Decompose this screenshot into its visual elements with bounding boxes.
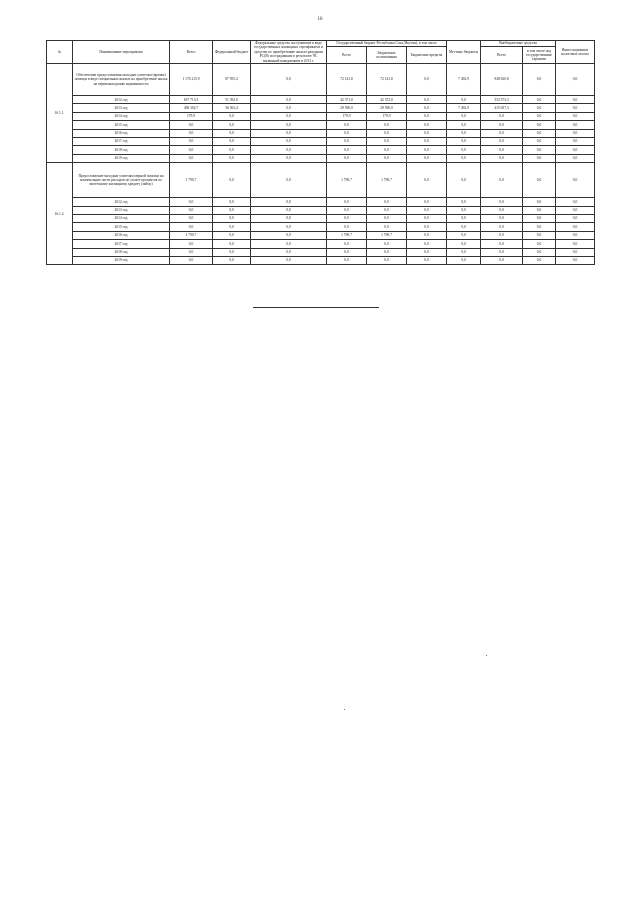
year-value-cell: 0,0 [447, 137, 481, 145]
year-row [47, 112, 595, 120]
year-value-cell: 0,0 [213, 248, 251, 256]
year-value-cell: 0,0 [251, 240, 327, 248]
year-value-cell: 0,0 [213, 129, 251, 137]
year-value-cell: 0,0 [251, 206, 327, 214]
section-value-cell: 948 630,8 [481, 64, 523, 96]
year-value-cell: 0,0 [407, 96, 447, 104]
section-name: Обеспечение предоставления молодым учителям (врачам) помощи в виде специальных выплат на приобретение жилья на первичном рынке недвижимости [73, 64, 170, 96]
year-value-cell: 0,0 [556, 248, 595, 256]
year-value-cell: 0,0 [556, 154, 595, 162]
year-value-cell: 0,0 [523, 256, 556, 264]
section-value-cell: 0,0 [481, 163, 523, 198]
year-value-cell: 0,0 [327, 223, 367, 231]
header-extra-guarantee: в том числе под государственные гарантии [523, 47, 556, 64]
year-value-cell: 0,0 [556, 256, 595, 264]
year-value-cell: 0,0 [447, 231, 481, 239]
year-row [47, 121, 595, 129]
year-value-cell: 0,0 [481, 121, 523, 129]
header-extrabudget: Внебюджетные средства [481, 41, 556, 47]
year-value-cell: 0,0 [367, 223, 407, 231]
footer-divider [253, 307, 379, 308]
year-value-cell: 0,0 [327, 146, 367, 154]
section-number: 16.1.1. [47, 64, 73, 163]
year-value-cell: 0,0 [407, 137, 447, 145]
header-federal: Федеральный бюджет [213, 41, 251, 64]
section-value-cell: 0,0 [251, 163, 327, 198]
year-label: 2014 год [73, 112, 170, 120]
year-value-cell: 0,0 [367, 214, 407, 222]
year-value-cell: 0,0 [251, 223, 327, 231]
year-value-cell: 0,0 [213, 206, 251, 214]
year-label: 2018 год [73, 248, 170, 256]
year-value-cell: 0,0 [251, 104, 327, 112]
year-label: 2019 год [73, 256, 170, 264]
year-value-cell: 0,0 [213, 240, 251, 248]
year-row [47, 154, 595, 162]
year-value-cell: 0,0 [481, 154, 523, 162]
year-row [47, 248, 595, 256]
year-value-cell: 0,0 [407, 112, 447, 120]
header-invest: Инвестиционные налоговые льготы [556, 41, 595, 64]
year-value-cell: 0,0 [407, 104, 447, 112]
header-republic-capital: Бюджетные ассигнования [367, 47, 407, 64]
year-value-cell: 0,0 [523, 214, 556, 222]
year-row [47, 214, 595, 222]
section-number: 16.1.2. [47, 163, 73, 265]
page-number: 16 [317, 17, 323, 22]
year-value-cell: 0,0 [407, 256, 447, 264]
year-value-cell: 0,0 [447, 248, 481, 256]
year-value-cell: 0,0 [327, 214, 367, 222]
section-value-cell: 1 790,7 [367, 163, 407, 198]
year-row [47, 137, 595, 145]
year-value-cell: 0,0 [327, 256, 367, 264]
section-value-cell: 0,0 [213, 163, 251, 198]
year-value-cell: 0,0 [213, 256, 251, 264]
section-value-cell: 0,0 [556, 163, 595, 198]
year-label: 2019 год [73, 154, 170, 162]
year-value-cell: 29 590,0 [327, 104, 367, 112]
year-value-cell: 0,0 [367, 146, 407, 154]
year-label: 2017 год [73, 137, 170, 145]
year-value-cell: 0,0 [213, 198, 251, 206]
year-value-cell: 0,0 [556, 198, 595, 206]
year-value-cell: 0,0 [407, 240, 447, 248]
year-value-cell: 0,0 [213, 231, 251, 239]
section-value-cell: 0,0 [407, 64, 447, 96]
year-value-cell: 0,0 [481, 214, 523, 222]
year-value-cell: 0,0 [523, 121, 556, 129]
year-value-cell: 0,0 [251, 231, 327, 239]
year-value-cell: 637 713,3 [170, 96, 213, 104]
year-label: 2015 год [73, 223, 170, 231]
year-label: 2014 год [73, 214, 170, 222]
year-value-cell: 0,0 [251, 146, 327, 154]
year-value-cell: 179,9 [367, 112, 407, 120]
year-value-cell: 0,0 [407, 198, 447, 206]
header-local: Местные бюджеты [447, 41, 481, 64]
year-label: 2016 год [73, 129, 170, 137]
scan-speck [486, 655, 487, 656]
year-value-cell: 0,0 [523, 206, 556, 214]
year-value-cell: 0,0 [407, 154, 447, 162]
year-value-cell: 1 790,7 [367, 231, 407, 239]
year-value-cell: 0,0 [481, 137, 523, 145]
year-value-cell: 0,0 [481, 240, 523, 248]
year-value-cell: 0,0 [447, 198, 481, 206]
header-extra-total: Всего [481, 47, 523, 64]
year-value-cell: 0,0 [447, 146, 481, 154]
year-value-cell: 0,0 [447, 240, 481, 248]
section-value-cell: 1 790,7 [327, 163, 367, 198]
year-value-cell: 0,0 [367, 256, 407, 264]
year-value-cell: 0,0 [481, 129, 523, 137]
year-value-cell: 533 573,3 [481, 96, 523, 104]
year-value-cell: 0,0 [213, 154, 251, 162]
year-value-cell: 1 790,7 [170, 231, 213, 239]
year-value-cell: 0,0 [523, 112, 556, 120]
header-no: № [47, 41, 73, 64]
year-value-cell: 0,0 [523, 154, 556, 162]
year-value-cell: 0,0 [251, 248, 327, 256]
year-value-cell: 0,0 [447, 154, 481, 162]
year-value-cell: 0,0 [327, 206, 367, 214]
year-value-cell: 0,0 [327, 137, 367, 145]
year-value-cell: 7 492,9 [447, 104, 481, 112]
table-body [47, 64, 595, 265]
year-value-cell: 0,0 [556, 214, 595, 222]
year-value-cell: 0,0 [170, 137, 213, 145]
year-value-cell: 0,0 [367, 248, 407, 256]
section-value-cell: 72 141,8 [367, 64, 407, 96]
year-value-cell: 0,0 [170, 129, 213, 137]
year-row [47, 206, 595, 214]
section-value-cell: 72 141,8 [327, 64, 367, 96]
year-label: 2018 год [73, 146, 170, 154]
section-row [47, 64, 595, 96]
section-value-cell: 87 955,4 [213, 64, 251, 96]
year-label: 2013 год [73, 206, 170, 214]
year-value-cell: 458 302,7 [170, 104, 213, 112]
year-value-cell: 42 372,0 [367, 96, 407, 104]
year-value-cell: 0,0 [447, 112, 481, 120]
year-value-cell: 0,0 [251, 198, 327, 206]
year-value-cell: 1 790,7 [327, 231, 367, 239]
year-value-cell: 0,0 [407, 214, 447, 222]
year-value-cell: 0,0 [170, 154, 213, 162]
year-value-cell: 0,0 [523, 248, 556, 256]
year-label: 2012 год [73, 198, 170, 206]
year-value-cell: 0,0 [556, 129, 595, 137]
year-value-cell: 0,0 [170, 206, 213, 214]
year-value-cell: 0,0 [407, 206, 447, 214]
year-value-cell: 51 392,0 [213, 96, 251, 104]
year-value-cell: 0,0 [447, 214, 481, 222]
section-value-cell: 0,0 [447, 163, 481, 198]
year-value-cell: 0,0 [556, 223, 595, 231]
year-value-cell: 0,0 [213, 121, 251, 129]
year-row [47, 198, 595, 206]
year-value-cell: 0,0 [170, 240, 213, 248]
section-row [47, 163, 595, 198]
year-value-cell: 0,0 [367, 129, 407, 137]
year-value-cell: 0,0 [251, 96, 327, 104]
year-value-cell: 0,0 [447, 96, 481, 104]
year-value-cell: 0,0 [556, 121, 595, 129]
year-value-cell: 0,0 [481, 198, 523, 206]
year-value-cell: 0,0 [447, 121, 481, 129]
year-value-cell: 0,0 [327, 154, 367, 162]
year-row [47, 96, 595, 104]
year-value-cell: 36 563,4 [213, 104, 251, 112]
header-republic-credit: Бюджетные кредиты [407, 47, 447, 64]
year-value-cell: 0,0 [251, 256, 327, 264]
year-value-cell: 0,0 [523, 137, 556, 145]
year-value-cell: 0,0 [170, 121, 213, 129]
year-value-cell: 0,0 [407, 146, 447, 154]
year-value-cell: 0,0 [447, 129, 481, 137]
year-value-cell: 0,0 [251, 137, 327, 145]
year-value-cell: 0,0 [407, 121, 447, 129]
year-value-cell: 0,0 [556, 137, 595, 145]
year-label: 2015 год [73, 121, 170, 129]
year-value-cell: 0,0 [407, 231, 447, 239]
year-value-cell: 0,0 [481, 248, 523, 256]
year-value-cell: 0,0 [481, 206, 523, 214]
header-name: Наименование мероприятия [73, 41, 170, 64]
section-value-cell: 1 790,7 [170, 163, 213, 198]
year-value-cell: 0,0 [447, 256, 481, 264]
scan-speck [344, 709, 345, 710]
year-row [47, 231, 595, 239]
budget-table [46, 40, 595, 265]
year-value-cell: 0,0 [213, 146, 251, 154]
year-value-cell: 0,0 [447, 223, 481, 231]
year-value-cell: 0,0 [556, 96, 595, 104]
year-value-cell: 0,0 [170, 223, 213, 231]
year-value-cell: 0,0 [170, 146, 213, 154]
year-value-cell: 0,0 [523, 146, 556, 154]
header-republic-budget: Государственный бюджет Республики Саха (Якутия), в том числе [327, 41, 447, 47]
year-value-cell: 29 590,0 [367, 104, 407, 112]
year-value-cell: 0,0 [367, 206, 407, 214]
year-value-cell: 0,0 [556, 240, 595, 248]
year-value-cell: 0,0 [481, 231, 523, 239]
year-value-cell: 0,0 [251, 214, 327, 222]
year-value-cell: 0,0 [481, 146, 523, 154]
year-value-cell: 0,0 [170, 248, 213, 256]
year-value-cell: 0,0 [327, 198, 367, 206]
year-value-cell: 0,0 [523, 240, 556, 248]
section-value-cell: 0,0 [251, 64, 327, 96]
year-value-cell: 0,0 [251, 112, 327, 120]
year-value-cell: 0,0 [481, 256, 523, 264]
year-value-cell: 0,0 [367, 240, 407, 248]
year-value-cell: 0,0 [523, 129, 556, 137]
year-value-cell: 0,0 [170, 198, 213, 206]
section-name: Предоставление молодым учителям мерной помощи на компенсацию части расходов по уплате процентов по ипотечному жилищному кредиту (займу) [73, 163, 170, 198]
header-federal-funds: Федеральные средства поступившие в виде государственных жилищных сертификатов и средства по приобретению жилья гражданам РС(Я) пострадавшим в результате ЧС вызванной наводнением в 2013 г. [251, 41, 327, 64]
year-value-cell: 0,0 [523, 96, 556, 104]
year-value-cell: 0,0 [556, 231, 595, 239]
year-value-cell: 0,0 [213, 137, 251, 145]
year-value-cell: 0,0 [213, 223, 251, 231]
year-label: 2013 год [73, 104, 170, 112]
year-label: 2012 год [73, 96, 170, 104]
year-row [47, 104, 595, 112]
year-value-cell: 0,0 [447, 206, 481, 214]
year-value-cell: 42 371,0 [327, 96, 367, 104]
year-value-cell: 0,0 [170, 214, 213, 222]
year-value-cell: 0,0 [367, 198, 407, 206]
year-row [47, 240, 595, 248]
year-value-cell: 0,0 [367, 137, 407, 145]
year-value-cell: 0,0 [213, 214, 251, 222]
year-value-cell: 179,9 [170, 112, 213, 120]
year-value-cell: 0,0 [327, 121, 367, 129]
year-value-cell: 0,0 [251, 121, 327, 129]
year-value-cell: 0,0 [327, 248, 367, 256]
year-value-cell: 0,0 [523, 104, 556, 112]
year-value-cell: 0,0 [407, 223, 447, 231]
year-value-cell: 0,0 [481, 223, 523, 231]
year-row [47, 129, 595, 137]
year-value-cell: 0,0 [523, 231, 556, 239]
year-label: 2016 год [73, 231, 170, 239]
year-value-cell: 0,0 [556, 104, 595, 112]
year-value-cell: 0,0 [367, 121, 407, 129]
section-value-cell: 0,0 [407, 163, 447, 198]
year-value-cell: 0,0 [407, 129, 447, 137]
year-value-cell: 0,0 [523, 198, 556, 206]
year-value-cell: 0,0 [170, 256, 213, 264]
year-value-cell: 0,0 [407, 248, 447, 256]
year-value-cell: 0,0 [213, 112, 251, 120]
year-value-cell: 0,0 [251, 129, 327, 137]
year-value-cell: 0,0 [367, 154, 407, 162]
year-value-cell: 179,9 [327, 112, 367, 120]
year-value-cell: 0,0 [481, 112, 523, 120]
year-row [47, 146, 595, 154]
section-value-cell: 0,0 [556, 64, 595, 96]
year-value-cell: 0,0 [327, 240, 367, 248]
year-value-cell: 0,0 [327, 129, 367, 137]
year-row [47, 223, 595, 231]
section-value-cell: 1 176 215,9 [170, 64, 213, 96]
year-row [47, 256, 595, 264]
header-total: Всего [170, 41, 213, 64]
year-value-cell: 0,0 [523, 223, 556, 231]
year-label: 2017 год [73, 240, 170, 248]
year-value-cell: 0,0 [556, 146, 595, 154]
section-value-cell: 7 492,9 [447, 64, 481, 96]
header-republic-total: Всего [327, 47, 367, 64]
year-value-cell: 0,0 [251, 154, 327, 162]
section-value-cell: 0,0 [523, 64, 556, 96]
section-value-cell: 0,0 [523, 163, 556, 198]
year-value-cell: 0,0 [556, 112, 595, 120]
year-value-cell: 415 057,3 [481, 104, 523, 112]
year-value-cell: 0,0 [556, 206, 595, 214]
